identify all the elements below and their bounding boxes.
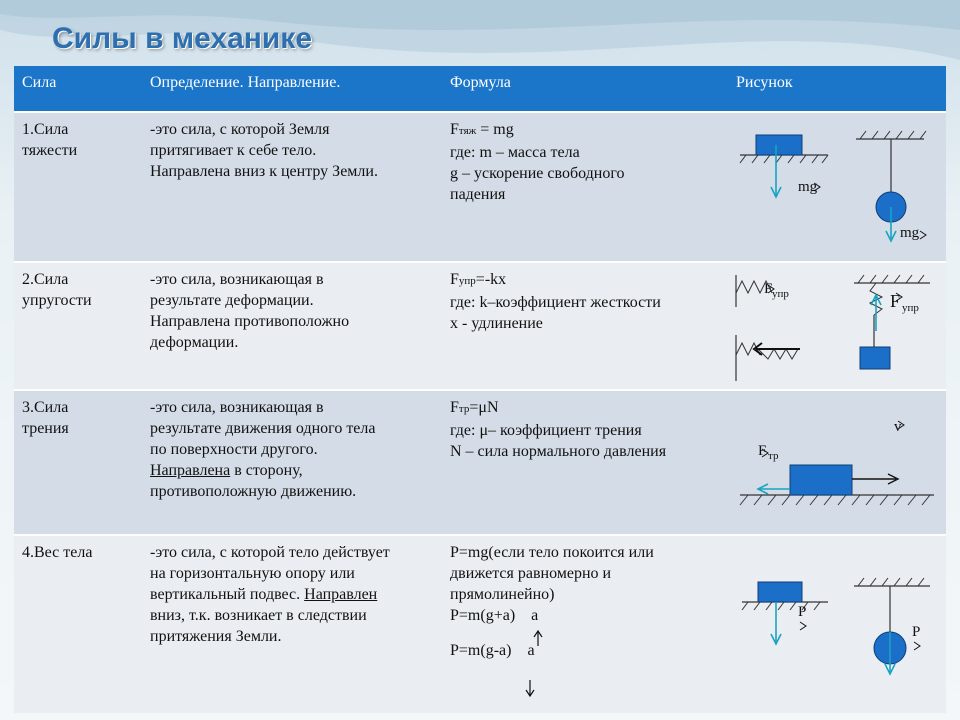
elasticity-figure [728, 263, 946, 391]
header-force: Сила [14, 66, 142, 112]
underlined-word: Направлена [150, 462, 231, 479]
figure-cell-gravity [728, 112, 946, 262]
formula-text: g – ускорение свободного [450, 165, 625, 182]
definition-text: результате деформации. [150, 292, 314, 309]
definition-text: вниз, т.к. возникает в следствии [150, 607, 367, 624]
formula-cell [442, 535, 728, 713]
formula-text: падения [450, 186, 506, 203]
formula-rest: = mg [476, 121, 514, 138]
block [790, 465, 852, 495]
force-name: тяжести [22, 142, 78, 159]
formula-main [450, 119, 720, 142]
formula-subscript: тр [458, 403, 470, 415]
formula-text: N – сила нормального давления [450, 443, 667, 460]
formula-line [450, 605, 720, 626]
definition-cell [142, 390, 442, 535]
formula-main [450, 397, 720, 420]
figure-cell-friction [728, 390, 946, 535]
formula-main [450, 269, 720, 292]
block [758, 582, 802, 602]
label-f: F [764, 281, 773, 297]
formula-symbol: F [450, 399, 459, 416]
label-p: P [798, 604, 807, 620]
definition-text: -это сила, с которой Земля [150, 121, 330, 138]
definition-text: результате движения одного тела [150, 420, 376, 437]
label-ftr: F [758, 443, 767, 459]
forces-table [14, 66, 946, 713]
block [756, 135, 802, 155]
accel-symbol: a [527, 642, 535, 659]
table-row-elasticity [14, 262, 946, 390]
force-name: трения [22, 420, 69, 437]
figure-cell-weight [728, 535, 946, 713]
formula-symbol: F [450, 271, 459, 288]
gravity-figure [728, 113, 946, 263]
force-name: 1.Сила [22, 121, 69, 138]
force-name-cell [14, 262, 142, 390]
page-title: Силы в механике [52, 22, 313, 55]
formula-text: где: m – масса тела [450, 144, 580, 161]
table-row-weight [14, 535, 946, 713]
formula-subscript: тяж [458, 125, 477, 137]
definition-cell [142, 535, 442, 713]
label-ftr-sub: тр [768, 450, 779, 462]
formula-rest: =μN [469, 399, 499, 416]
table-header-row [14, 66, 946, 112]
friction-figure [728, 391, 946, 536]
label-f: F [890, 291, 901, 311]
formula-weight-up: P=m(g+a) [450, 607, 516, 624]
force-name: упругости [22, 292, 92, 309]
force-name: 2.Сила [22, 271, 69, 288]
definition-cell [142, 112, 442, 262]
definition-text [150, 584, 434, 605]
force-name-cell [14, 112, 142, 262]
force-name-cell [14, 390, 142, 535]
down-arrow-icon [520, 678, 550, 702]
definition-cell [142, 262, 442, 390]
formula-subscript: упр [458, 275, 476, 287]
formula-text: где: μ– коэффициент трения [450, 422, 642, 439]
figure-cell-elasticity [728, 262, 946, 390]
block [860, 347, 890, 369]
definition-text [150, 460, 434, 481]
formula-rest: =-kx [475, 271, 507, 288]
label-v: v [894, 419, 902, 435]
up-arrow-icon [528, 628, 558, 648]
definition-text: Направлена противоположно [150, 313, 350, 330]
weight-figure [728, 536, 946, 714]
label-f-sub: упр [772, 288, 789, 300]
formula-cell [442, 112, 728, 262]
header-figure: Рисунок [728, 66, 946, 112]
table-row-gravity [14, 112, 946, 262]
definition-text: противоположную движению. [150, 483, 357, 500]
label-mg: mg [900, 225, 920, 241]
definition-text: вертикальный подвес. [150, 586, 305, 603]
definition-text: -это сила, возникающая в [150, 271, 324, 288]
formula-text: движется равномерно и [450, 565, 612, 582]
formula-line [450, 640, 720, 661]
definition-text: по поверхности другого. [150, 441, 318, 458]
definition-text: на горизонтальную опору или [150, 565, 355, 582]
formula-cell [442, 262, 728, 390]
accel-symbol: a [531, 607, 539, 624]
formula-symbol: F [450, 121, 459, 138]
formula-weight-down: P=m(g-a) [450, 642, 512, 659]
definition-text: в сторону, [230, 462, 303, 479]
underlined-word: Направлен [304, 586, 378, 603]
formula-text: где: k–коэффициент жесткости [450, 294, 661, 311]
definition-text: деформации. [150, 334, 239, 351]
label-f-sub: упр [902, 302, 919, 314]
force-name-cell [14, 535, 142, 713]
definition-text: притягивает к себе тело. [150, 142, 317, 159]
formula-text: прямолинейно) [450, 586, 555, 603]
force-name: 3.Сила [22, 399, 69, 416]
table-row-friction [14, 390, 946, 535]
formula-text: P=mg(если тело покоится или [450, 544, 654, 561]
label-p: P [912, 624, 921, 640]
definition-text: притяжения Земли. [150, 628, 282, 645]
definition-text: -это сила, с которой тело действует [150, 544, 390, 561]
force-name: 4.Вес тела [22, 544, 93, 561]
formula-cell [442, 390, 728, 535]
definition-text: -это сила, возникающая в [150, 399, 324, 416]
label-mg: mg [798, 179, 818, 195]
formula-text: x - удлинение [450, 315, 543, 332]
header-definition: Определение. Направление. [142, 66, 442, 112]
header-formula: Формула [442, 66, 728, 112]
definition-text: Направлена вниз к центру Земли. [150, 163, 378, 180]
